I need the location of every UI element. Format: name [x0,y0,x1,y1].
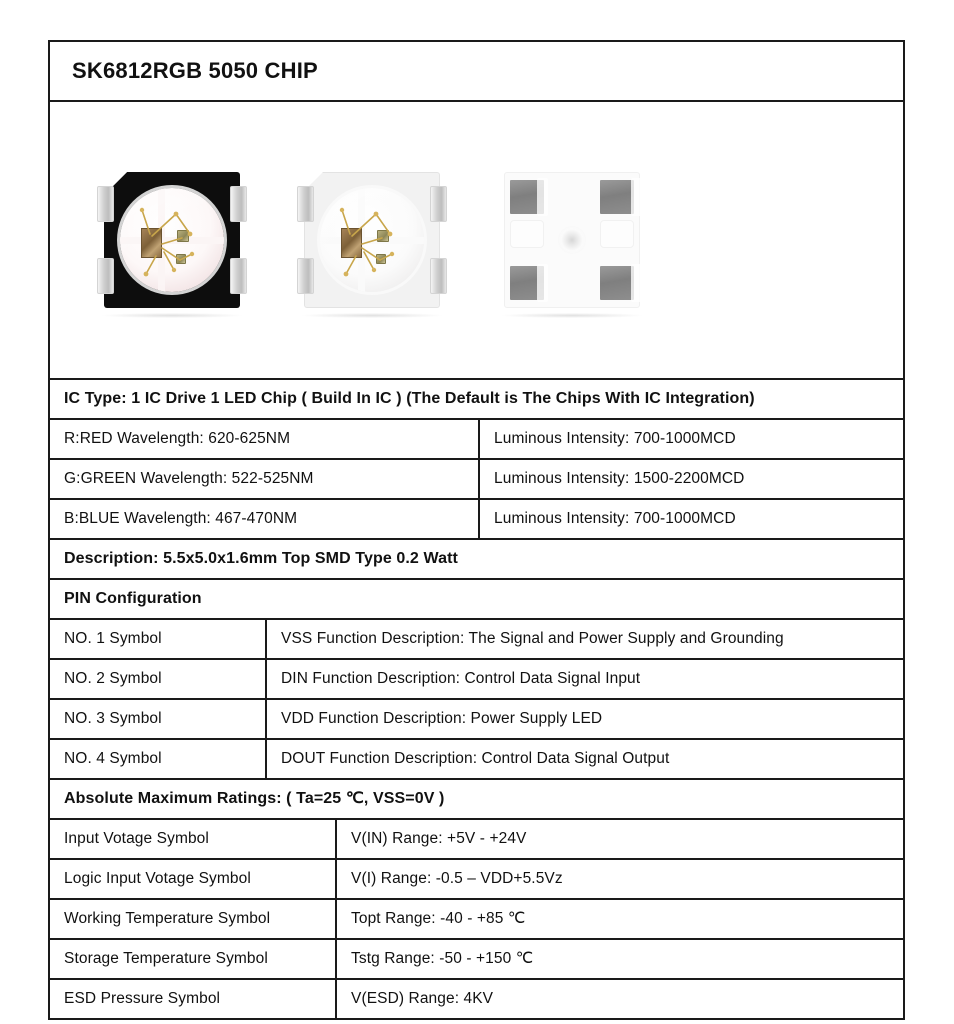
description-row [50,540,903,580]
pin-description-2: DIN Function Description: Control Data Signal Input [265,660,903,698]
wavelength-label-green: G:GREEN Wavelength: 522-525NM [64,470,314,488]
product-image-row [50,102,903,380]
side-electrode-bottom-left [97,258,114,294]
side-electrode-top-right [430,186,447,222]
solder-pad-highlight-bottom-left [537,264,548,302]
product-image-strip [50,102,903,378]
pin-number-2: NO. 2 Symbol [64,670,162,688]
side-electrode-bottom-left [297,258,314,294]
ic-type-row [50,380,903,420]
rating-value-working-temperature: Topt Range: -40 - +85 ℃ [335,900,903,938]
solder-pad-highlight-top-left [537,178,548,216]
datasheet-table [48,40,905,1020]
bond-wires [120,188,224,292]
pin-row-1 [50,620,903,660]
rating-symbol-esd-pressure: ESD Pressure Symbol [64,990,221,1008]
reflector-cup [120,188,224,292]
rating-symbol-storage-temperature: Storage Temperature Symbol [64,950,268,968]
pin-description-4: DOUT Function Description: Control Data Signal Output [265,740,903,778]
pin-row-3 [50,700,903,740]
chip-shadow [502,313,642,318]
ratings-title: Absolute Maximum Ratings: ( Ta=25 ℃, VSS=0V ) [64,790,445,807]
reflector-cup [320,188,424,292]
page-title: SK6812RGB 5050 CHIP [72,58,318,84]
luminous-intensity-blue: Luminous Intensity: 700-1000MCD [478,500,903,538]
recess-right [600,220,634,248]
side-electrode-top-right [230,186,247,222]
bond-wires [320,188,424,292]
wavelength-row-red [50,420,903,460]
luminous-intensity-red: Luminous Intensity: 700-1000MCD [478,420,903,458]
pin-configuration-header-row [50,580,903,620]
rating-symbol-logic-input-voltage: Logic Input Votage Symbol [64,870,251,888]
rating-value-logic-input-voltage: V(I) Range: -0.5 – VDD+5.5Vz [335,860,903,898]
chip-shadow [302,313,442,318]
recess-left [510,220,544,248]
led-chip-bottom-pad-view [496,164,648,316]
rating-value-storage-temperature: Tstg Range: -50 - +150 ℃ [335,940,903,978]
rating-row-storage-temperature [50,940,903,980]
solder-pad-highlight-bottom-right [631,264,642,302]
wavelength-row-green [50,460,903,500]
side-electrode-bottom-right [430,258,447,294]
chip-shadow [102,313,242,318]
ratings-header-row [50,780,903,820]
side-electrode-top-left [297,186,314,222]
pin-row-2 [50,660,903,700]
rating-symbol-input-voltage: Input Votage Symbol [64,830,209,848]
center-orientation-mark [558,226,586,254]
pin-row-4 [50,740,903,780]
solder-pad-bottom-right [600,266,634,300]
pin-description-1: VSS Function Description: The Signal and Power Supply and Grounding [265,620,903,658]
solder-pad-top-right [600,180,634,214]
led-chip-black-top-view [96,164,248,316]
ic-type-text: IC Type: 1 IC Drive 1 LED Chip ( Build In IC ) (The Default is The Chips With IC Integration) [64,390,755,407]
wavelength-row-blue [50,500,903,540]
pin-number-3: NO. 3 Symbol [64,710,162,728]
side-electrode-bottom-right [230,258,247,294]
pin-configuration-title: PIN Configuration [64,590,202,607]
rating-row-input-voltage [50,820,903,860]
led-chip-white-top-view [296,164,448,316]
solder-pad-highlight-top-right [631,178,642,216]
rating-row-logic-input-voltage [50,860,903,900]
rating-value-input-voltage: V(IN) Range: +5V - +24V [335,820,903,858]
rating-value-esd-pressure: V(ESD) Range: 4KV [335,980,903,1018]
rating-symbol-working-temperature: Working Temperature Symbol [64,910,271,928]
side-electrode-top-left [97,186,114,222]
rating-row-esd-pressure [50,980,903,1020]
wavelength-label-red: R:RED Wavelength: 620-625NM [64,430,291,448]
pin-number-1: NO. 1 Symbol [64,630,162,648]
pin-number-4: NO. 4 Symbol [64,750,162,768]
luminous-intensity-green: Luminous Intensity: 1500-2200MCD [478,460,903,498]
rating-row-working-temperature [50,900,903,940]
pin-description-3: VDD Function Description: Power Supply LED [265,700,903,738]
title-row [50,42,903,102]
description-text: Description: 5.5x5.0x1.6mm Top SMD Type 0.2 Watt [64,550,458,567]
wavelength-label-blue: B:BLUE Wavelength: 467-470NM [64,510,298,528]
